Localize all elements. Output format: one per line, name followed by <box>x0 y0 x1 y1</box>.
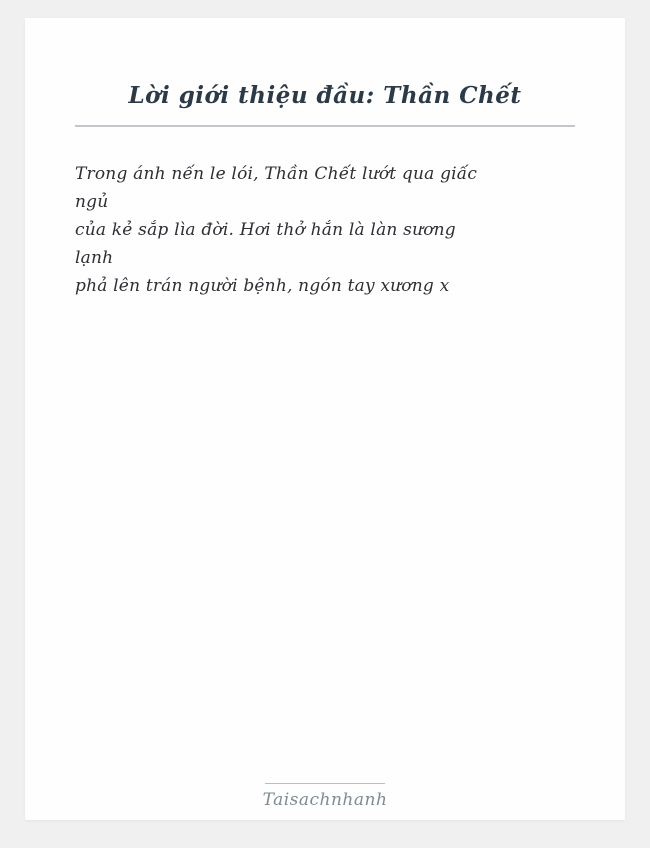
document-page <box>25 18 625 820</box>
body-line: phả lên trán người bệnh, ngón tay xương x <box>75 275 450 296</box>
chapter-body <box>75 160 575 300</box>
footer-brand: Taisachnhanh <box>262 790 388 810</box>
chapter-title: Lời giới thiệu đầu: Thần Chết <box>128 82 522 109</box>
page-footer <box>25 783 625 810</box>
title-divider <box>75 125 575 127</box>
body-line: lạnh <box>75 247 114 268</box>
body-line: của kẻ sắp lìa đời. Hơi thở hắn là làn sương <box>75 219 456 240</box>
body-line: ngủ <box>75 191 109 212</box>
body-line: Trong ánh nến le lói, Thần Chết lướt qua giấc <box>75 163 478 184</box>
footer-divider <box>265 783 385 784</box>
